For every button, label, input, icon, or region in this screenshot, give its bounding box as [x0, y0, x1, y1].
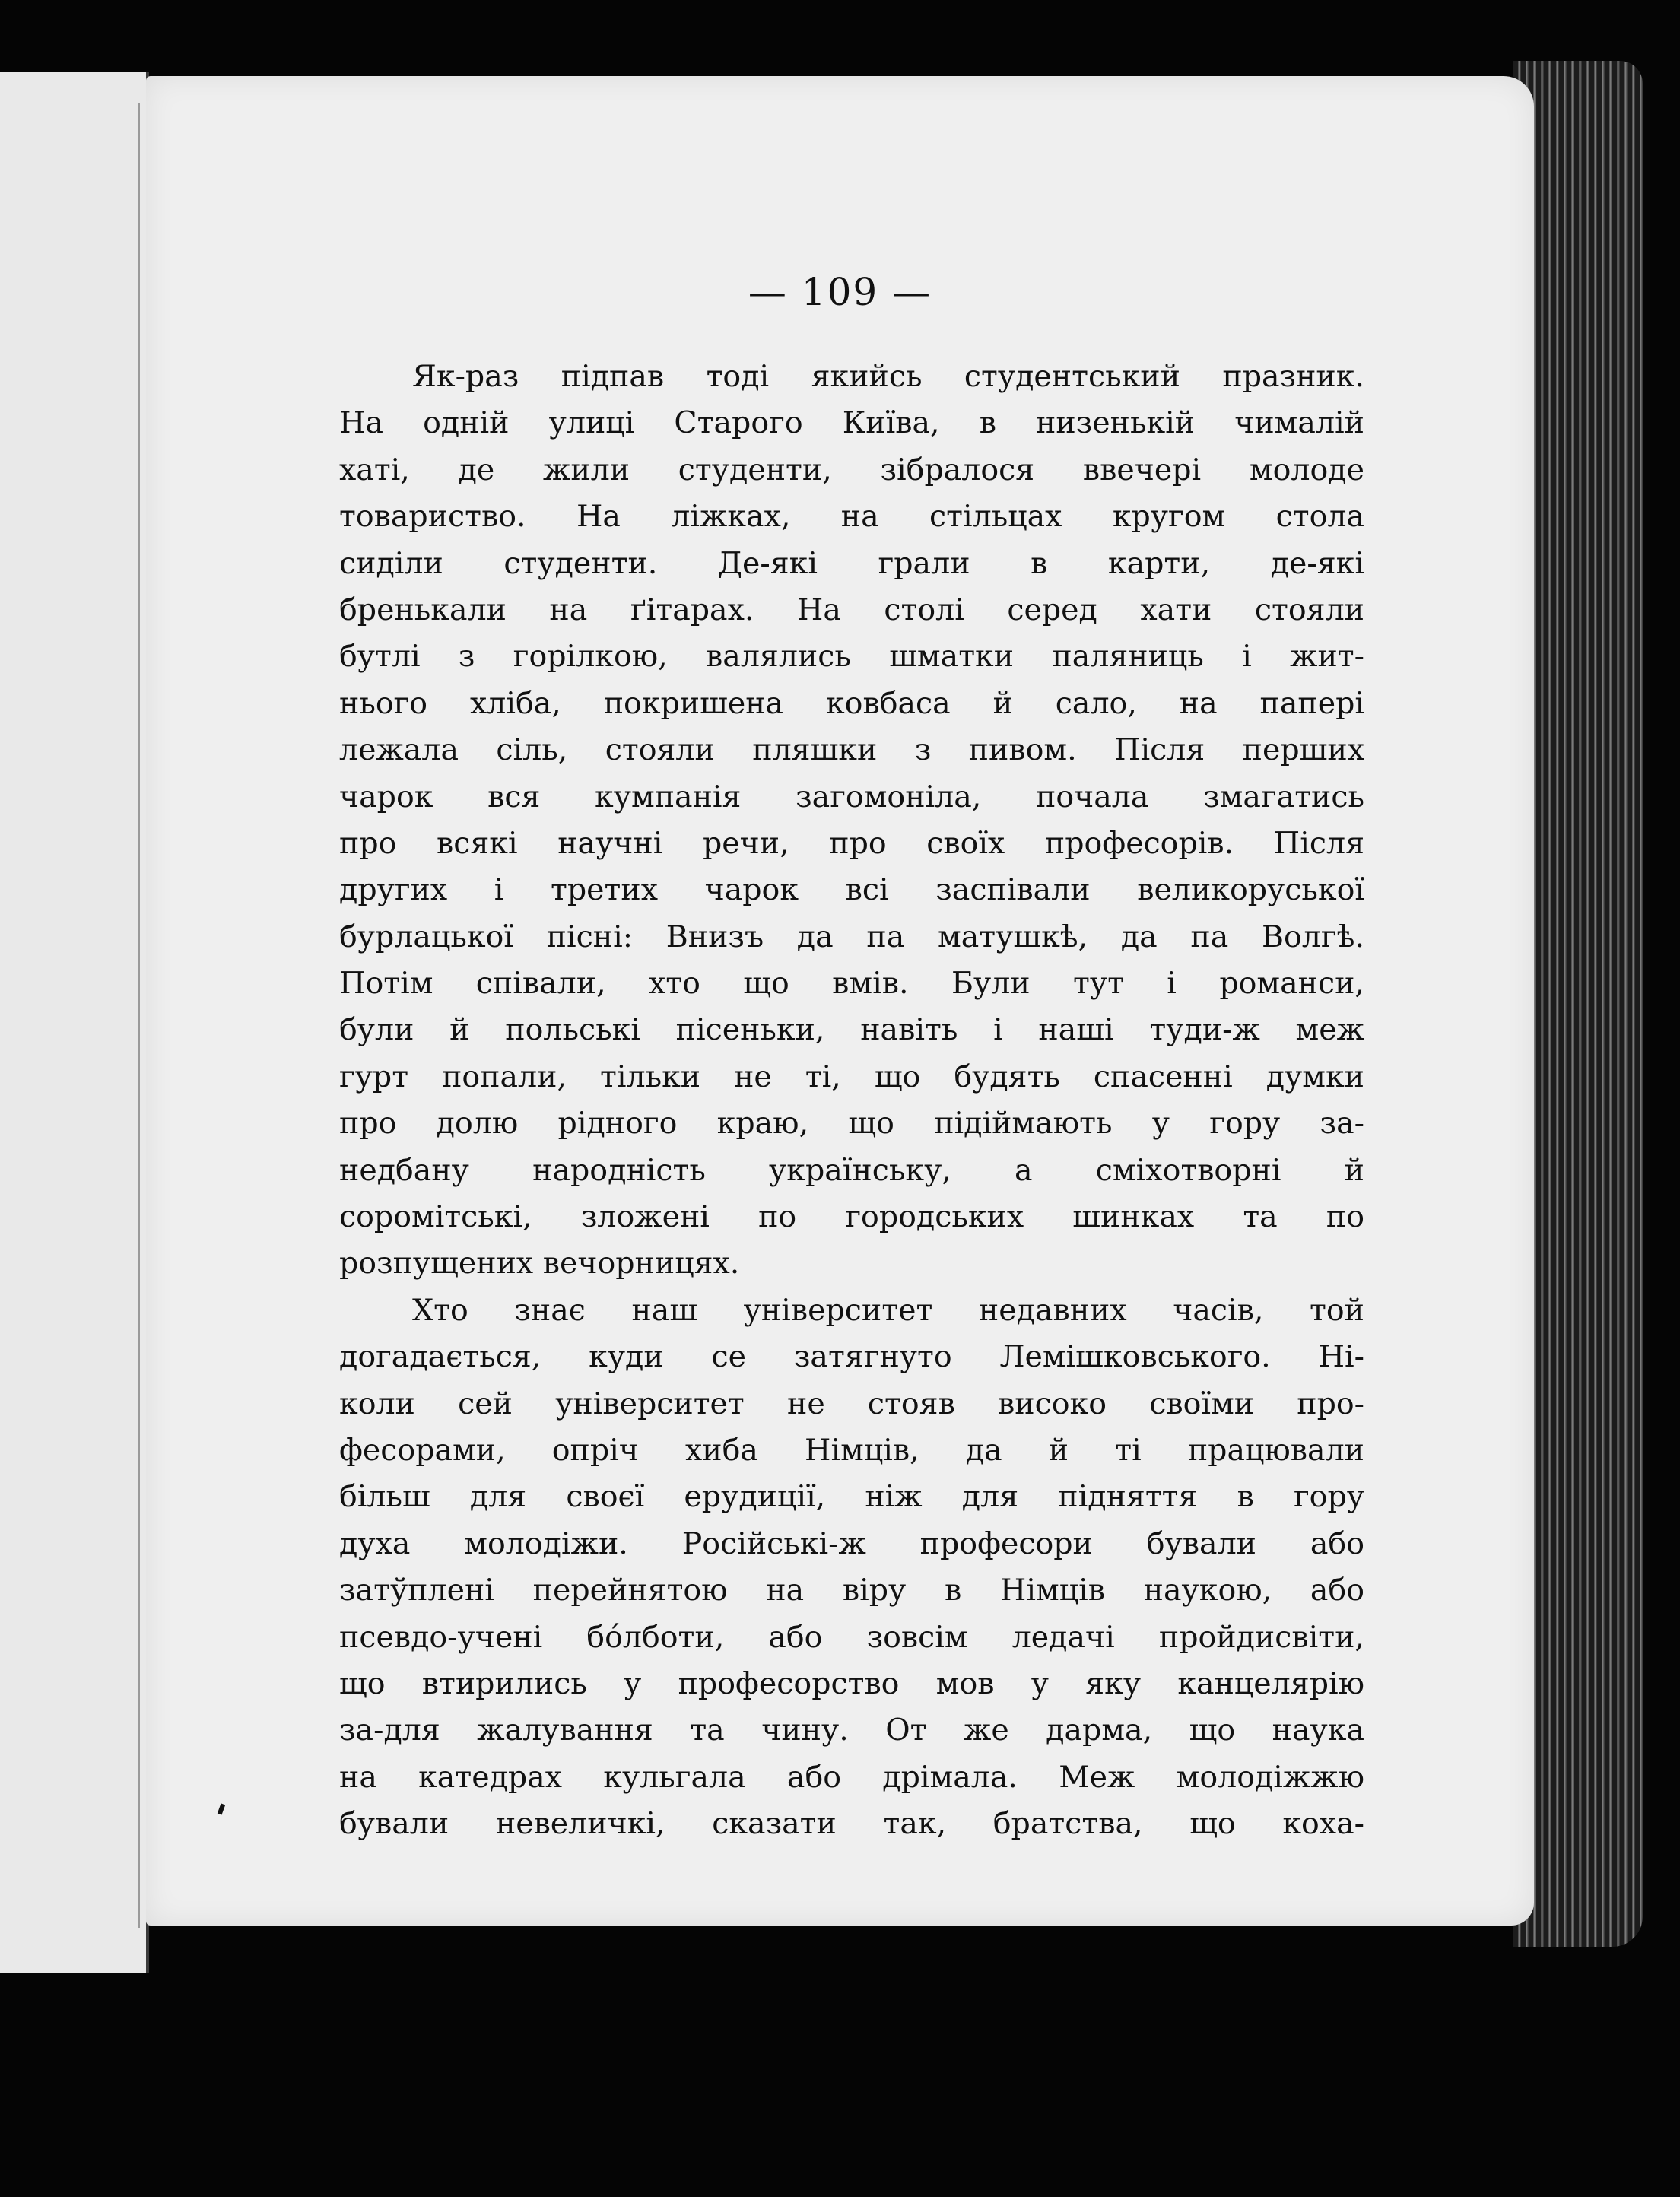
text-line: фесорами, опріч хиба Німців, да й ті працювали [339, 1432, 1364, 1468]
text-line: гурт попали, тільки не ті, що будять спасенні думки [339, 1059, 1364, 1094]
text-line: соромітські, зложені по городських шинках та по [339, 1199, 1364, 1235]
page-body-text [339, 354, 1364, 1848]
text-line: бурлацької пісні: Внизъ да па матушкѣ, да па Волгѣ. [339, 919, 1364, 954]
text-line: хаті, де жили студенти, зібралося ввечері молоде [339, 452, 1364, 487]
text-line: на катедрах кульгала або дрімала. Меж молодіжжю [339, 1759, 1364, 1795]
text-line: за-для жалування та чину. От же дарма, що наука [339, 1713, 1364, 1748]
previous-page-edge [0, 72, 149, 1973]
text-line: недбану народність українську, а сміхотворні й [339, 1152, 1364, 1188]
text-line: псевдо-учені бо́лботи, або зовсім ледачі пройдисвіти, [339, 1619, 1364, 1655]
text-line: що втирились у професорство мов у яку канцелярію [339, 1665, 1364, 1701]
text-line: більш для своєї ерудиції, ніж для підняття в гору [339, 1479, 1364, 1515]
text-line: чарок вся кумпанія загомоніла, почала змагатись [339, 779, 1364, 814]
text-line: нього хліба, покришена ковбаса й сало, на папері [339, 685, 1364, 721]
paragraph-1 [339, 354, 1364, 1287]
text-line: На одній улиці Старого Київа, в низенькій чималій [339, 405, 1364, 441]
text-line: розпущених вечорницях. [339, 1246, 740, 1281]
text-line: були й польські пісеньки, навіть і наші туди-ж меж [339, 1012, 1364, 1048]
text-line: сиділи студенти. Де-які грали в карти, де-які [339, 545, 1364, 581]
text-line: про всякі научні речи, про своїх професорів. Після [339, 825, 1364, 861]
text-line: затўплені перейнятою на віру в Німців наукою, або [339, 1573, 1364, 1608]
text-line: Потім співали, хто що вмів. Були тут і романси, [339, 966, 1364, 1002]
text-line: бренькали на ґітарах. На столі серед хати стояли [339, 592, 1364, 627]
text-line: бували невеличкі, сказати так, братства, що коха- [339, 1806, 1364, 1842]
text-line: догадається, куди се затягнуто Лемішковського. Ні- [339, 1339, 1364, 1375]
text-line: Як-раз підпав тоді якийсь студентський празник. [412, 359, 1364, 394]
text-line: коли сей університет не стояв високо своїми про- [339, 1386, 1364, 1421]
paragraph-2 [339, 1287, 1364, 1848]
book-page [146, 76, 1534, 1926]
text-line: духа молодіжи. Російські-ж професори бували або [339, 1526, 1364, 1561]
previous-page-gutter [138, 103, 140, 1928]
text-line: про долю рідного краю, що підіймають у гору за- [339, 1106, 1364, 1141]
text-line: Хто знає наш університет недавних часів, той [412, 1292, 1364, 1328]
text-line: лежала сіль, стояли пляшки з пивом. Після перших [339, 732, 1364, 768]
text-line: товариство. На ліжках, на стільцах кругом стола [339, 499, 1364, 535]
page-number: — 109 — [748, 270, 932, 314]
text-line: других і третих чарок всі заспівали великоруської [339, 872, 1364, 908]
text-line: бутлі з горілкою, валялись шматки паляниць і жит- [339, 639, 1364, 675]
